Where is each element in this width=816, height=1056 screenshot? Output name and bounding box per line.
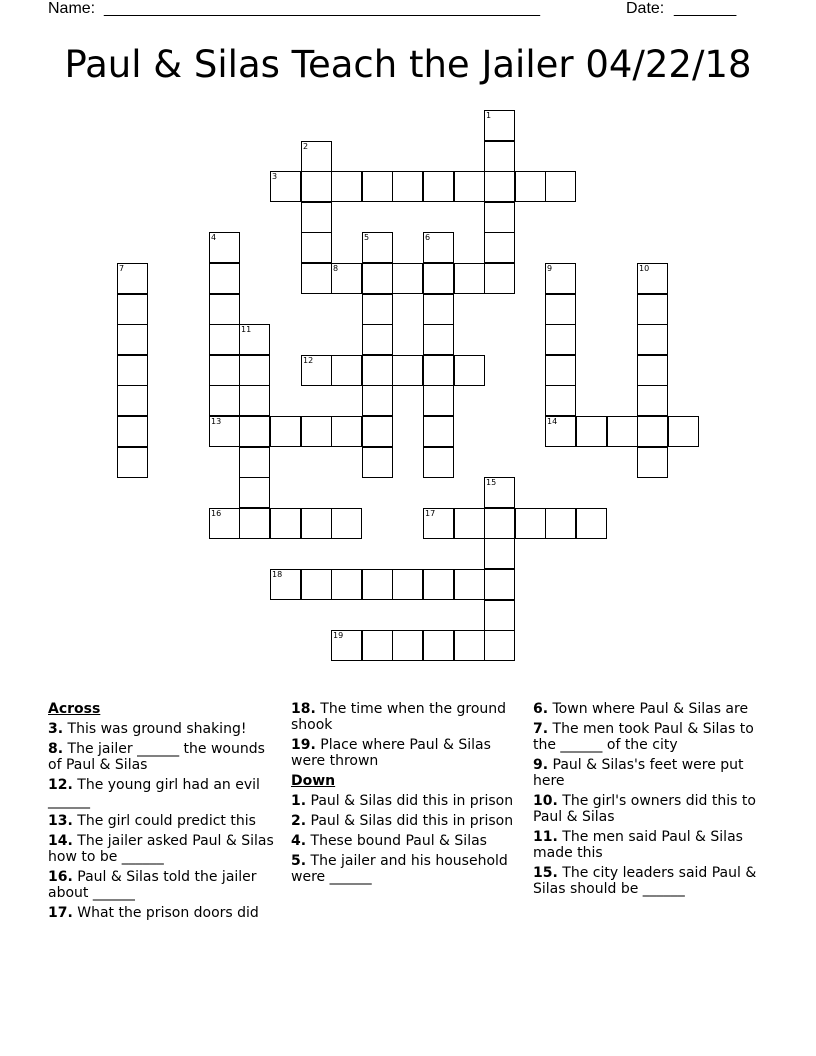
crossword-cell[interactable] — [392, 171, 423, 202]
clue-text: What the prison doors did — [72, 905, 259, 921]
clue — [48, 869, 276, 901]
clue-number: 16. — [48, 869, 73, 885]
clue — [533, 829, 761, 861]
crossword-cell[interactable] — [392, 569, 423, 600]
clue-text: This was ground shaking! — [63, 721, 247, 737]
crossword-cell[interactable] — [301, 171, 332, 202]
crossword-cell[interactable] — [576, 508, 607, 539]
clue-text: The jailer asked Paul & Silas how to be ______ — [48, 833, 274, 865]
crossword-cell[interactable] — [454, 630, 485, 661]
clue-number: 7 — [119, 264, 125, 273]
crossword-cell[interactable] — [239, 385, 270, 416]
crossword-cell[interactable] — [545, 385, 576, 416]
clue-number: 1. — [291, 793, 307, 809]
clue-number: 9. — [533, 757, 549, 773]
clue-text: The jailer and his household were ______ — [291, 853, 508, 885]
crossword-cell[interactable] — [637, 324, 668, 355]
crossword-cell[interactable] — [515, 508, 546, 539]
down-clue-list-continued — [533, 701, 761, 897]
crossword-cell[interactable] — [209, 294, 240, 325]
clue-number: 9 — [547, 264, 553, 273]
crossword-cell[interactable] — [270, 569, 301, 600]
name-label: Name: — [48, 0, 96, 17]
crossword-cell[interactable] — [362, 232, 393, 263]
crossword-cell[interactable] — [423, 447, 454, 478]
crossword-cell[interactable] — [423, 569, 454, 600]
clue-text: The young girl had an evil ______ — [48, 777, 260, 809]
crossword-cell[interactable] — [454, 263, 485, 294]
clue — [291, 853, 519, 885]
clue-number: 11. — [533, 829, 558, 845]
down-heading: Down — [291, 773, 336, 789]
clue — [48, 741, 276, 773]
crossword-cell[interactable] — [331, 355, 362, 386]
crossword-cell[interactable] — [484, 110, 515, 141]
crossword-cell[interactable] — [209, 385, 240, 416]
clue — [291, 813, 519, 829]
crossword-cell[interactable] — [331, 508, 362, 539]
crossword-cell[interactable] — [117, 355, 148, 386]
date-field[interactable]: _______ — [674, 0, 737, 17]
clues-column-3 — [533, 701, 761, 901]
crossword-cell[interactable] — [362, 355, 393, 386]
clue-number: 10 — [639, 264, 650, 273]
crossword-cell[interactable] — [301, 263, 332, 294]
clue — [533, 757, 761, 789]
crossword-cell[interactable] — [484, 508, 515, 539]
crossword-cell[interactable] — [423, 263, 454, 294]
crossword-cell[interactable] — [484, 477, 515, 508]
crossword-cell[interactable] — [392, 263, 423, 294]
clue-number: 6 — [425, 233, 431, 242]
crossword-cell[interactable] — [209, 355, 240, 386]
crossword-cell[interactable] — [392, 355, 423, 386]
clue-text: The men said Paul & Silas made this — [533, 829, 743, 861]
clue — [291, 833, 519, 849]
clue-text: Place where Paul & Silas were thrown — [291, 737, 491, 769]
clue — [48, 833, 276, 865]
clue-text: Paul & Silas told the jailer about ______ — [48, 869, 257, 901]
clues-column-1 — [48, 701, 276, 925]
crossword-cell[interactable] — [209, 416, 240, 447]
crossword-cell[interactable] — [454, 355, 485, 386]
crossword-cell[interactable] — [484, 171, 515, 202]
crossword-cell[interactable] — [484, 600, 515, 631]
clue-text: The girl's owners did this to Paul & Silas — [533, 793, 756, 825]
crossword-cell[interactable] — [576, 416, 607, 447]
crossword-cell[interactable] — [117, 263, 148, 294]
crossword-cell[interactable] — [637, 385, 668, 416]
down-clue-list — [291, 793, 519, 885]
clue-number: 5. — [291, 853, 307, 869]
clue-text: The city leaders said Paul & Silas should be ______ — [533, 865, 757, 897]
crossword-cell[interactable] — [484, 141, 515, 172]
clue-number: 8 — [333, 264, 339, 273]
crossword-cell[interactable] — [362, 447, 393, 478]
clue-number: 12. — [48, 777, 73, 793]
crossword-cell[interactable] — [484, 202, 515, 233]
crossword-cell[interactable] — [423, 355, 454, 386]
clue-number: 17. — [48, 905, 73, 921]
crossword-cell[interactable] — [545, 416, 576, 447]
crossword-cell[interactable] — [239, 416, 270, 447]
clue-number: 15. — [533, 865, 558, 881]
crossword-cell[interactable] — [331, 171, 362, 202]
clue-number: 14 — [547, 417, 558, 426]
clue-number: 6. — [533, 701, 549, 717]
clue-number: 2. — [291, 813, 307, 829]
crossword-cell[interactable] — [362, 171, 393, 202]
clue-text: The girl could predict this — [72, 813, 256, 829]
clues-column-2 — [291, 701, 519, 889]
crossword-cell[interactable] — [301, 202, 332, 233]
clue-number: 11 — [241, 325, 252, 334]
crossword-cell[interactable] — [301, 569, 332, 600]
crossword-cell[interactable] — [209, 324, 240, 355]
crossword-cell[interactable] — [209, 508, 240, 539]
crossword-cell[interactable] — [301, 416, 332, 447]
crossword-cell[interactable] — [484, 630, 515, 661]
crossword-cell[interactable] — [239, 355, 270, 386]
crossword-cell[interactable] — [423, 171, 454, 202]
crossword-cell[interactable] — [117, 416, 148, 447]
clue-text: These bound Paul & Silas — [306, 833, 487, 849]
clue-number: 13 — [211, 417, 222, 426]
crossword-cell[interactable] — [239, 477, 270, 508]
crossword-cell[interactable] — [301, 508, 332, 539]
clue-number: 2 — [303, 142, 309, 151]
crossword-cell[interactable] — [270, 171, 301, 202]
clue-number: 10. — [533, 793, 558, 809]
crossword-cell[interactable] — [362, 569, 393, 600]
clue-number: 17 — [425, 509, 436, 518]
clue-number: 16 — [211, 509, 222, 518]
crossword-cell[interactable] — [209, 263, 240, 294]
clue-number: 19 — [333, 631, 344, 640]
crossword-cell[interactable] — [331, 569, 362, 600]
crossword-cell[interactable] — [545, 263, 576, 294]
clue — [48, 777, 276, 809]
clue — [291, 793, 519, 809]
crossword-cell[interactable] — [423, 630, 454, 661]
crossword-cell[interactable] — [239, 508, 270, 539]
clue — [533, 865, 761, 897]
clue-number: 15 — [486, 478, 497, 487]
crossword-cell[interactable] — [423, 294, 454, 325]
crossword-cell[interactable] — [362, 324, 393, 355]
clue-text: The jailer ______ the wounds of Paul & Silas — [48, 741, 265, 773]
crossword-cell[interactable] — [454, 569, 485, 600]
clue-number: 14. — [48, 833, 73, 849]
crossword-cell[interactable] — [423, 324, 454, 355]
page-title: Paul & Silas Teach the Jailer 04/22/18 — [64, 43, 752, 86]
clue — [291, 737, 519, 769]
crossword-cell[interactable] — [545, 294, 576, 325]
crossword-cell[interactable] — [545, 171, 576, 202]
crossword-cell[interactable] — [454, 171, 485, 202]
crossword-cell[interactable] — [423, 385, 454, 416]
crossword-cell[interactable] — [545, 508, 576, 539]
crossword-cell[interactable] — [637, 263, 668, 294]
crossword-cell[interactable] — [117, 447, 148, 478]
crossword-cell[interactable] — [117, 385, 148, 416]
crossword-cell[interactable] — [270, 508, 301, 539]
crossword-cell[interactable] — [301, 355, 332, 386]
crossword-cell[interactable] — [545, 324, 576, 355]
crossword-cell[interactable] — [607, 416, 638, 447]
clue-number: 18. — [291, 701, 316, 717]
crossword-cell[interactable] — [362, 294, 393, 325]
clue-number: 4 — [211, 233, 217, 242]
clue-number: 13. — [48, 813, 73, 829]
name-field[interactable]: _________________________________________________ — [104, 0, 541, 17]
clue-number: 1 — [486, 111, 492, 120]
crossword-cell[interactable] — [331, 263, 362, 294]
crossword-cell[interactable] — [239, 324, 270, 355]
crossword-cell[interactable] — [484, 569, 515, 600]
crossword-cell[interactable] — [637, 447, 668, 478]
crossword-cell[interactable] — [117, 324, 148, 355]
clue — [48, 813, 276, 829]
clue-number: 5 — [364, 233, 370, 242]
crossword-cell[interactable] — [331, 630, 362, 661]
crossword-cell[interactable] — [484, 263, 515, 294]
crossword-cell[interactable] — [301, 232, 332, 263]
crossword-cell[interactable] — [484, 538, 515, 569]
clue-number: 4. — [291, 833, 307, 849]
crossword-cell[interactable] — [270, 416, 301, 447]
crossword-cell[interactable] — [423, 508, 454, 539]
crossword-cell[interactable] — [209, 232, 240, 263]
clue — [291, 701, 519, 733]
date-label: Date: — [626, 0, 665, 17]
crossword-cell[interactable] — [454, 508, 485, 539]
crossword-cell[interactable] — [423, 232, 454, 263]
crossword-cell[interactable] — [545, 355, 576, 386]
clue-number: 19. — [291, 737, 316, 753]
crossword-cell[interactable] — [117, 294, 148, 325]
crossword-cell[interactable] — [637, 416, 668, 447]
clue — [533, 701, 761, 717]
clue-text: The time when the ground shook — [291, 701, 507, 733]
clue — [48, 905, 276, 921]
clue-number: 3. — [48, 721, 64, 737]
crossword-cell[interactable] — [331, 416, 362, 447]
crossword-cell[interactable] — [362, 263, 393, 294]
crossword-cell[interactable] — [362, 416, 393, 447]
crossword-cell[interactable] — [484, 232, 515, 263]
clue-number: 3 — [272, 172, 278, 181]
across-clue-list-continued — [291, 701, 519, 769]
crossword-cell[interactable] — [301, 141, 332, 172]
crossword-cell[interactable] — [392, 630, 423, 661]
clue-text: Town where Paul & Silas are — [548, 701, 749, 717]
clue-number: 8. — [48, 741, 64, 757]
crossword-cell[interactable] — [423, 416, 454, 447]
crossword-cell[interactable] — [637, 294, 668, 325]
clue — [533, 793, 761, 825]
clue-text: Paul & Silas's feet were put here — [533, 757, 744, 789]
clue — [48, 721, 276, 737]
crossword-cell[interactable] — [239, 447, 270, 478]
crossword-cell[interactable] — [668, 416, 699, 447]
clue-text: Paul & Silas did this in prison — [306, 813, 514, 829]
header-line — [48, 0, 768, 20]
clue-text: The men took Paul & Silas to the ______ of the city — [533, 721, 754, 753]
clue-number: 12 — [303, 356, 314, 365]
crossword-cell[interactable] — [637, 355, 668, 386]
clue-number: 7. — [533, 721, 549, 737]
clue-text: Paul & Silas did this in prison — [306, 793, 514, 809]
across-heading: Across — [48, 701, 101, 717]
clue-number: 18 — [272, 570, 283, 579]
across-clue-list — [48, 721, 276, 921]
crossword-cell[interactable] — [362, 385, 393, 416]
clue — [533, 721, 761, 753]
crossword-cell[interactable] — [362, 630, 393, 661]
crossword-cell[interactable] — [515, 171, 546, 202]
